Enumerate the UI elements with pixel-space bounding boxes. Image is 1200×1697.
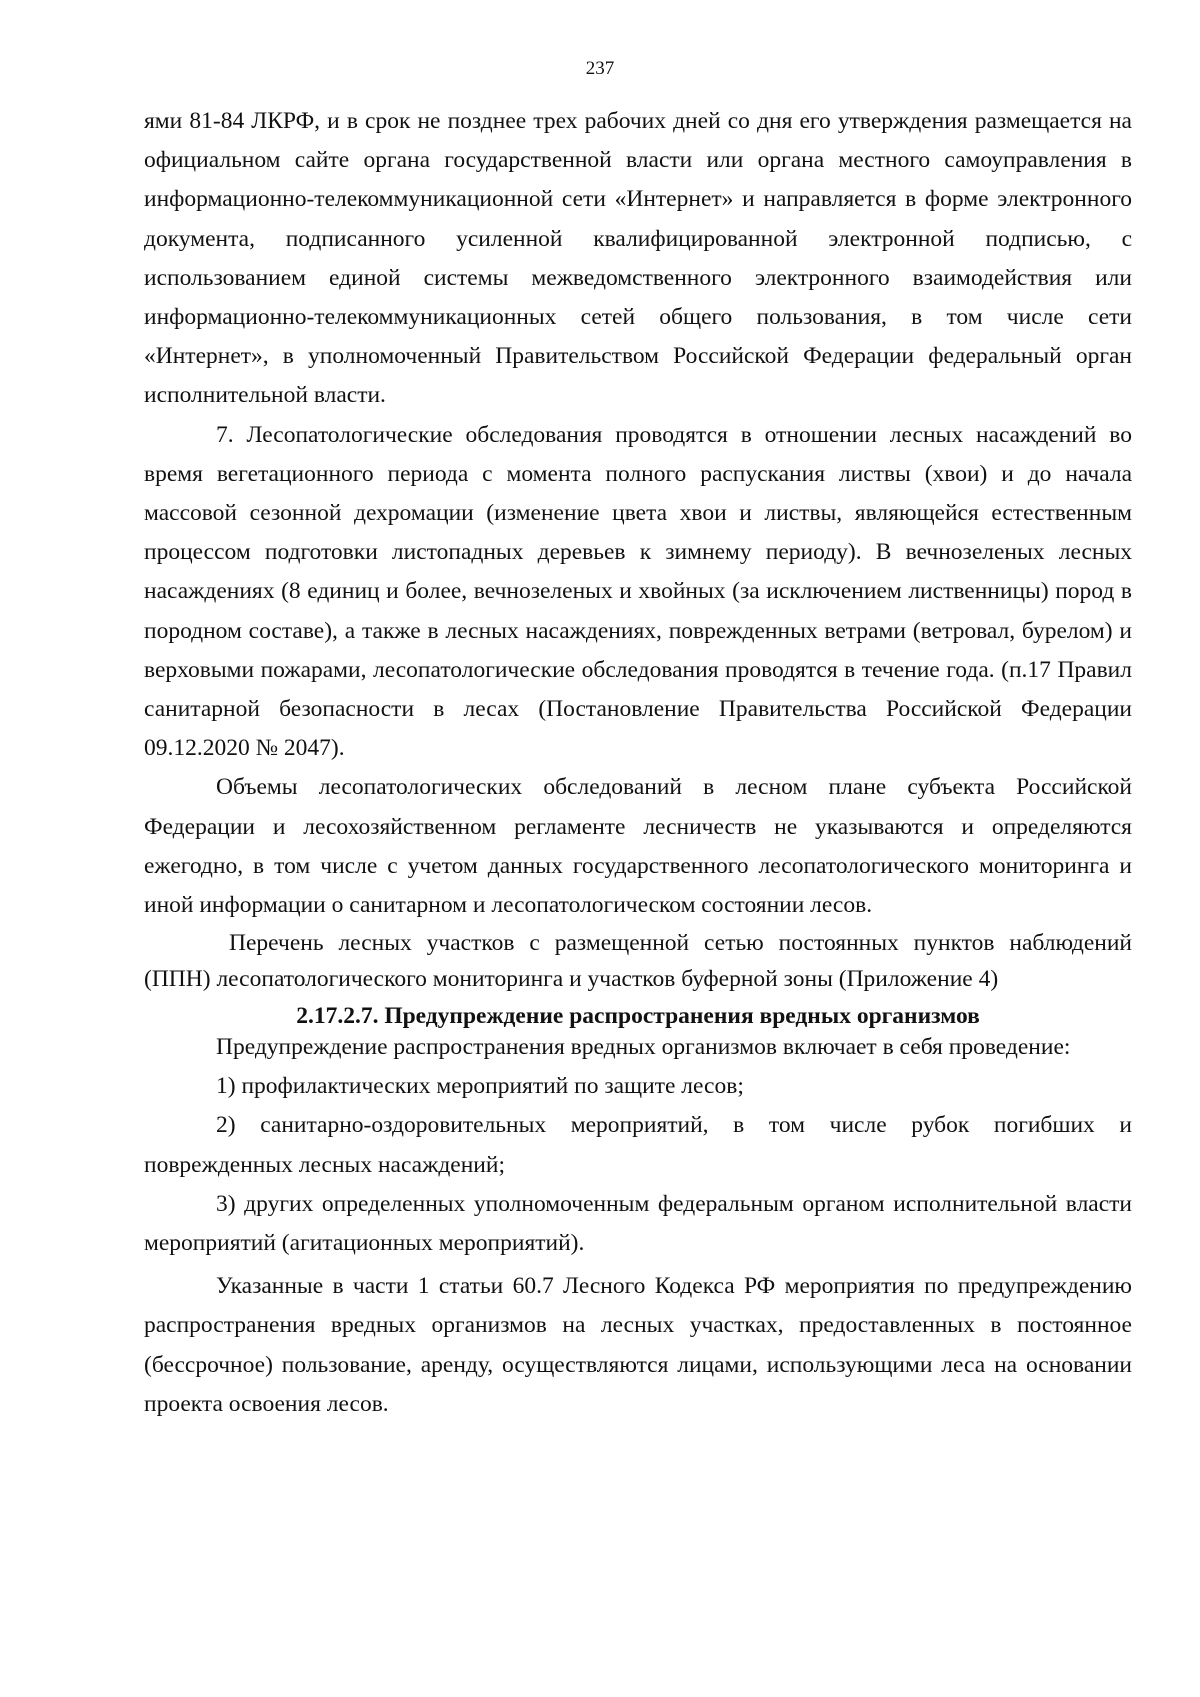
paragraph-item-7: 7. Лесопатологические обследования проводятся в отношении лесных насаждений во время вегетационного периода с момента полного распускания листвы (хвои) и до начала массовой сезонной дехромации (изменение цвета хвои и листвы, являющейся естественным процессом подготовки листопадных деревьев к зимнему периоду). В вечнозеленых лесных насаждениях (8 единиц и более, вечнозеленых и хвойных (за исключением лиственницы) пород в породном составе), а также в лесных насаждениях, поврежденных ветрами (ветровал, бурелом) и верховыми пожарами, лесопатологические обследования проводятся в течение года. (п.17 Правил санитарной безопасности в лесах (Постановление Правительства Российской Федерации 09.12.2020 № 2047). — [144, 421, 1132, 762]
document-body — [144, 102, 1132, 1424]
paragraph-continuation: ями 81-84 ЛКРФ, и в срок не позднее трех рабочих дней со дня его утверждения размещается на официальном сайте органа государственной власти или органа местного самоуправления в информационно-телекоммуникационной сети «Интернет» и направляется в форме электронного документа, подписанного усиленной квалифицированной электронной подписью, с использованием единой системы межведомственного электронного взаимодействия или информационно-телекоммуникационных сетей общего пользования, в том числе сети «Интернет», в уполномоченный Правительством Российской Федерации федеральный орган исполнительной власти. — [144, 108, 1132, 409]
paragraph-prevention-intro: Предупреждение распространения вредных организмов включает в себя проведение: — [216, 1034, 1071, 1061]
paragraph-survey-volumes: Объемы лесопатологических обследований в лесном плане субъекта Российской Федерации и лесохозяйственном регламенте лесничеств не указываются и определяются ежегодно, в том числе с учетом данных государственного лесопатологического мониторинга и иной информации о санитарном и лесопатологическом состоянии лесов. — [144, 774, 1132, 919]
list-item-3: 3) других определенных уполномоченным федеральным органом исполнительной власти мероприятий (агитационных мероприятий). — [144, 1190, 1132, 1257]
paragraph-ppn-list: Перечень лесных участков с размещенной сетью постоянных пунктов наблюдений (ППН) лесопатологического мониторинга и участков буферной зоны (Приложение 4) — [144, 930, 1132, 993]
section-heading: 2.17.2.7. Предупреждение распространения вредных организмов — [296, 1003, 980, 1030]
list-item-2: 2) санитарно-оздоровительных мероприятий, в том числе рубок погибших и поврежденных лесных насаждений; — [144, 1112, 1132, 1178]
list-item-1: 1) профилактических мероприятий по защите лесов; — [216, 1073, 744, 1100]
page-number: 237 — [585, 58, 615, 79]
paragraph-forest-code: Указанные в части 1 статьи 60.7 Лесного Кодекса РФ мероприятия по предупреждению распространения вредных организмов на лесных участках, предоставленных в постоянное (бессрочное) пользование, аренду, осуществляются лицами, использующими леса на основании проекта освоения лесов. — [144, 1273, 1132, 1417]
